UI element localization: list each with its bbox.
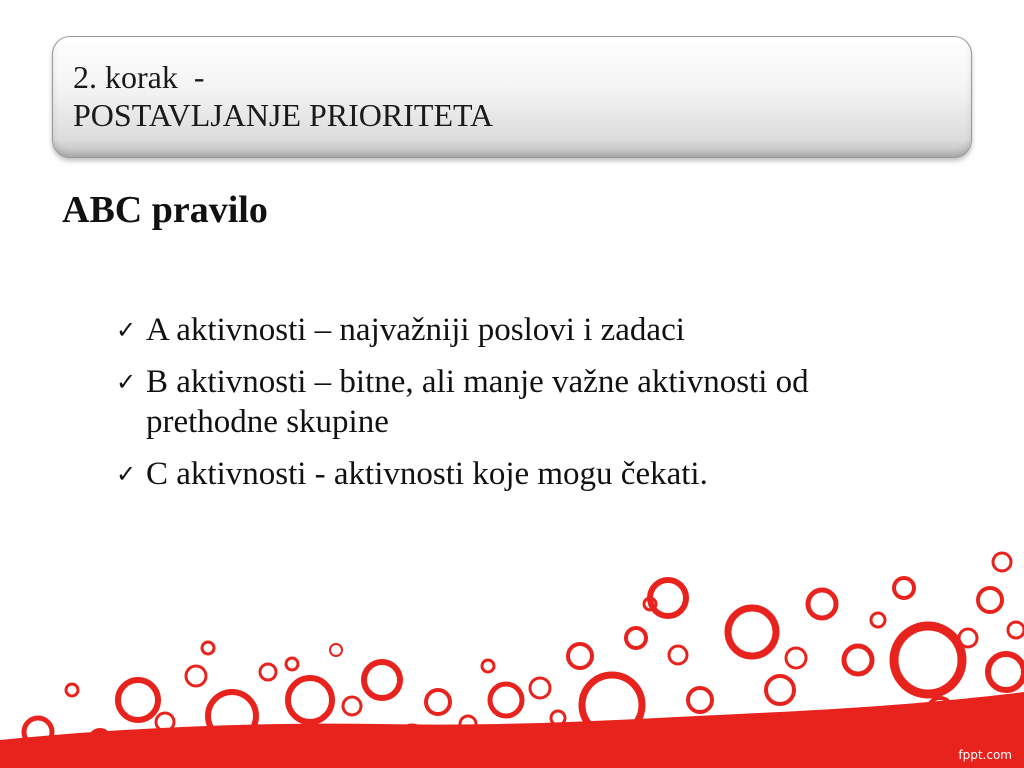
bullet-list [112,310,912,506]
bubble [688,688,712,712]
bubble [330,644,342,656]
bubble [959,629,977,647]
bubble [343,697,361,715]
checkmark-icon: ✓ [116,368,137,396]
slide-heading: ABC pravilo [62,189,268,231]
bubble [490,684,522,716]
bubble [808,590,836,618]
bubble [260,664,276,680]
bubble [186,666,206,686]
bullet-item [112,310,912,350]
bubble [728,608,776,656]
bubble [482,660,494,672]
footer-watermark: fppt.com [958,748,1012,762]
bubble [894,626,962,694]
bubble [426,690,450,714]
red-ground [0,692,1024,768]
bubble [669,646,687,664]
bubble [66,684,78,696]
bullet-text: A aktivnosti – najvažniji poslovi i zadaci [146,312,685,348]
bubble [626,628,646,648]
bubble [364,662,400,698]
slide-title-line-1: 2. korak - [73,59,205,95]
bubble [871,613,885,627]
bubble [286,658,298,670]
bubble [766,676,794,704]
title-box [52,36,972,158]
bubble [844,646,872,674]
bubble [988,654,1024,690]
bubble [1008,622,1024,638]
checkmark-icon: ✓ [116,316,137,344]
bubble [978,588,1002,612]
bubble [993,553,1011,571]
checkmark-icon: ✓ [116,460,137,488]
bubble [530,678,550,698]
bubble [202,642,214,654]
bubble [894,578,914,598]
bubble [650,580,686,616]
bullet-text: B aktivnosti – bitne, ali manje važne aktivnosti od prethodne skupine [146,364,809,440]
bubble [288,678,332,722]
slide-title-line-2: POSTAVLJANJE PRIORITETA [73,97,494,133]
bubble [568,644,592,668]
bullet-item [112,362,912,442]
decorative-bubbles [0,540,1024,768]
bullet-item [112,454,912,494]
bullet-text: C aktivnosti - aktivnosti koje mogu čekati. [146,456,708,492]
bubble [786,648,806,668]
bubble [118,680,158,720]
